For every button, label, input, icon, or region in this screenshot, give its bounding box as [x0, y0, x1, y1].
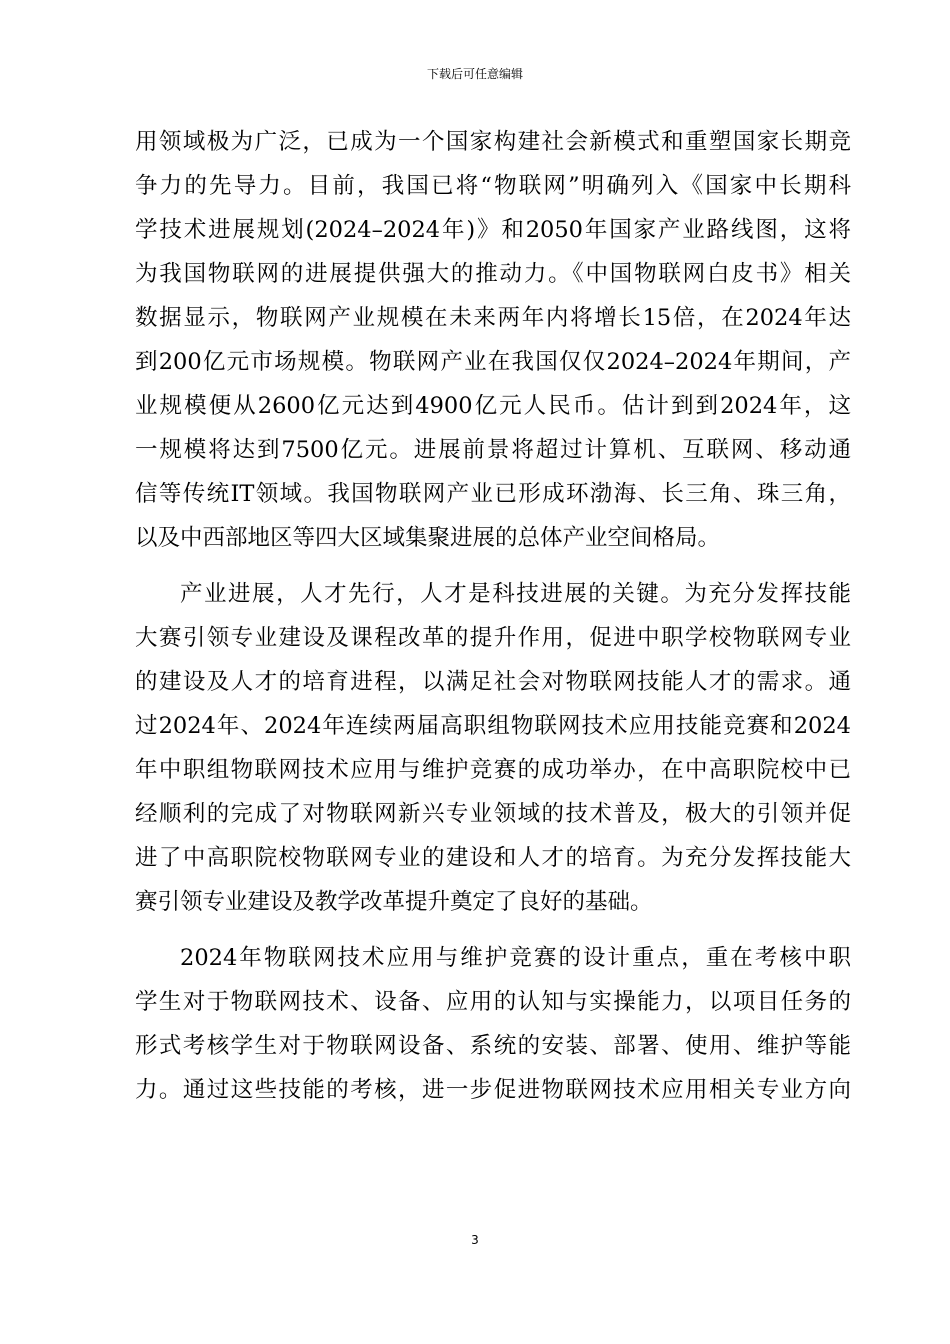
text-line: 争力的先导力。目前，我国已将“物联网”明确列入《国家中长期科	[135, 173, 851, 199]
text-line: 学生对于物联网技术、设备、应用的认知与实操能力，以项目任务的	[135, 989, 851, 1015]
text-line: 大赛引领专业建设及课程改革的提升作用，促进中职学校物联网专业	[135, 625, 851, 651]
text-line: 信等传统IT领域。我国物联网产业已形成环渤海、长三角、珠三角，	[135, 481, 851, 507]
text-line: 用领域极为广泛，已成为一个国家构建社会新模式和重塑国家长期竞	[135, 129, 851, 155]
text-line: 年中职组物联网技术应用与维护竞赛的成功举办，在中高职院校中已	[135, 757, 851, 783]
text-line: 力。通过这些技能的考核，进一步促进物联网技术应用相关专业方向	[135, 1077, 851, 1103]
text-line: 为我国物联网的进展提供强大的推动力。《中国物联网白皮书》相关	[135, 261, 851, 287]
text-line: 形式考核学生对于物联网设备、系统的安装、部署、使用、维护等能	[135, 1033, 851, 1059]
text-line: 2024年物联网技术应用与维护竞赛的设计重点，重在考核中职	[180, 945, 851, 971]
page-number: 3	[471, 1233, 479, 1247]
text-line: 以及中西部地区等四大区域集聚进展的总体产业空间格局。	[135, 525, 721, 551]
text-line: 赛引领专业建设及教学改革提升奠定了良好的基础。	[135, 889, 653, 915]
text-line: 学技术进展规划(2024–2024年)》和2050年国家产业路线图，这将	[135, 217, 851, 243]
text-line: 经顺利的完成了对物联网新兴专业领域的技术普及，极大的引领并促	[135, 801, 851, 827]
text-line: 过2024年、2024年连续两届高职组物联网技术应用技能竞赛和2024	[135, 713, 851, 739]
text-line: 一规模将达到7500亿元。进展前景将超过计算机、互联网、移动通	[135, 437, 851, 463]
text-line: 数据显示，物联网产业规模在未来两年内将增长15倍，在2024年达	[135, 305, 851, 331]
text-line: 进了中高职院校物联网专业的建设和人才的培育。为充分发挥技能大	[135, 845, 851, 871]
page-header: 下载后可任意编辑	[426, 67, 523, 81]
text-line: 到200亿元市场规模。物联网产业在我国仅仅2024–2024年期间，产	[135, 349, 851, 375]
text-line: 产业进展，人才先行，人才是科技进展的关键。为充分发挥技能	[180, 581, 851, 607]
text-line: 的建设及人才的培育进程，以满足社会对物联网技能人才的需求。通	[135, 669, 851, 695]
text-line: 业规模便从2600亿元达到4900亿元人民币。估计到到2024年，这	[135, 393, 851, 419]
